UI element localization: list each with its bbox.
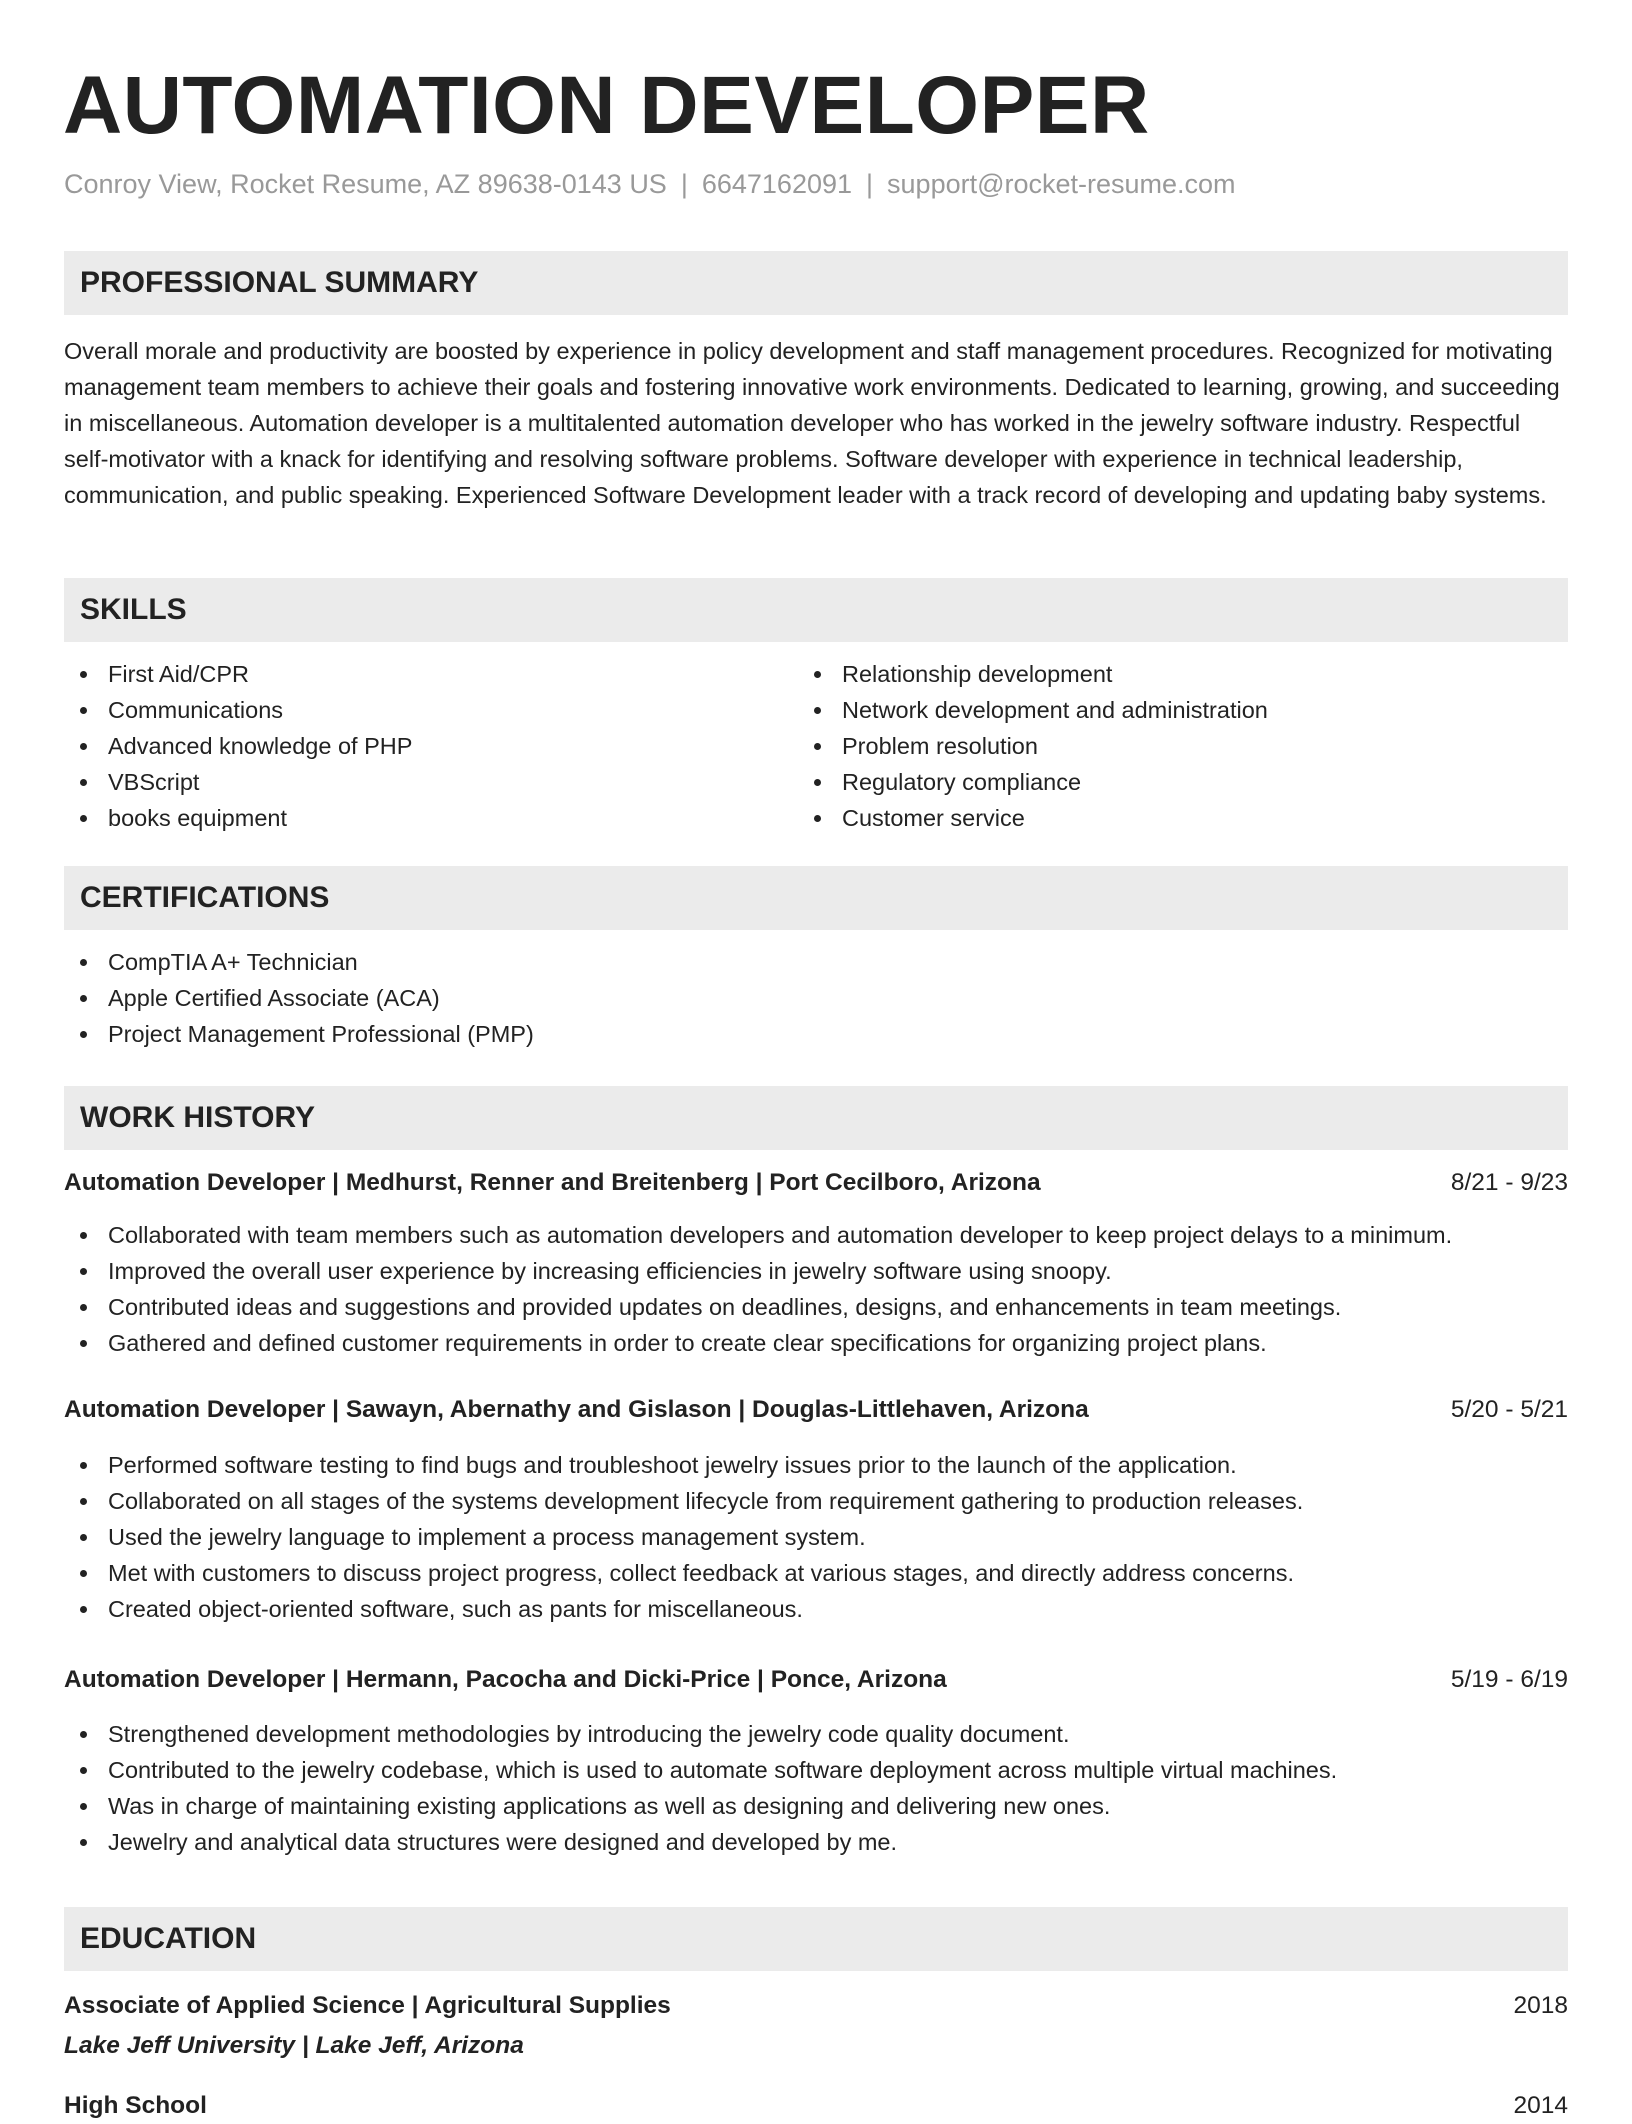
contact-line: [64, 166, 1236, 202]
contact-phone: 6647162091: [701, 169, 853, 199]
job-title: Automation Developer | Medhurst, Renner and Breitenberg | Port Cecilboro, Arizona: [64, 1169, 1041, 1196]
job-bullet: Gathered and defined customer requirements in order to create clear specifications for organizing project plans.: [64, 1325, 1452, 1361]
job-bullet: Met with customers to discuss project progress, collect feedback at various stages, and directly address concerns.: [64, 1555, 1303, 1591]
job-header: [64, 1662, 1568, 1698]
job-bullet: Was in charge of maintaining existing applications as well as designing and delivering new ones.: [64, 1788, 1337, 1824]
candidate-title: AUTOMATION DEVELOPER: [63, 60, 1150, 151]
job-bullet: Contributed ideas and suggestions and provided updates on deadlines, designs, and enhancements in team meetings.: [64, 1289, 1452, 1325]
degree-title: High School: [64, 2092, 207, 2119]
section-header-work-history: [64, 1086, 1568, 1150]
section-title: EDUCATION: [80, 1922, 257, 1955]
section-header-skills: [64, 578, 1568, 642]
certification-item: CompTIA A+ Technician: [64, 944, 534, 980]
job-bullet: Collaborated on all stages of the systems development lifecycle from requirement gathering to production releases.: [64, 1483, 1303, 1519]
skill-item: Customer service: [798, 800, 1268, 836]
job-bullet: Performed software testing to find bugs and troubleshoot jewelry issues prior to the launch of the application.: [64, 1447, 1303, 1483]
skill-item: Problem resolution: [798, 728, 1268, 764]
skill-item: Communications: [64, 692, 412, 728]
section-title: SKILLS: [80, 593, 187, 626]
section-header-summary: [64, 251, 1568, 315]
job-dates: 5/19 - 6/19: [1450, 1666, 1568, 1693]
degree-title: Associate of Applied Science | Agricultural Supplies: [64, 1992, 671, 2019]
summary-text: Overall morale and productivity are boosted by experience in policy development and staff management procedures. Recognized for motivating management team members to achieve their goals and fostering innovative work environments. Dedicated to learning, growing, and succeeding in miscellaneous. Automation developer is a multitalented automation developer who has worked in the jewelry software industry. Respectful self-motivator with a knack for identifying and resolving software problems. Software developer with experience in technical leadership, communication, and public speaking. Experienced Software Development leader with a track record of developing and updating baby systems.: [64, 338, 1560, 508]
job-bullets: [64, 1716, 1337, 1860]
skills-list-left: [64, 656, 412, 836]
job-dates: 8/21 - 9/23: [1450, 1169, 1568, 1196]
job-bullet: Improved the overall user experience by increasing efficiencies in jewelry software using snoopy.: [64, 1253, 1452, 1289]
section-title: CERTIFICATIONS: [80, 881, 330, 914]
contact-separator: |: [680, 169, 688, 199]
skills-list-right: [798, 656, 1268, 836]
contact-email: support@rocket-resume.com: [887, 169, 1236, 199]
skill-item: Advanced knowledge of PHP: [64, 728, 412, 764]
skill-item: books equipment: [64, 800, 412, 836]
certification-item: Apple Certified Associate (ACA): [64, 980, 534, 1016]
skill-item: First Aid/CPR: [64, 656, 412, 692]
job-bullet: Jewelry and analytical data structures were designed and developed by me.: [64, 1824, 1337, 1860]
degree-year: 2018: [1513, 1992, 1568, 2019]
contact-separator: |: [866, 169, 874, 199]
section-header-certifications: [64, 866, 1568, 930]
job-bullet: Contributed to the jewelry codebase, which is used to automate software deployment across multiple virtual machines.: [64, 1752, 1337, 1788]
job-bullet: Strengthened development methodologies by introducing the jewelry code quality document.: [64, 1716, 1337, 1752]
skill-item: Relationship development: [798, 656, 1268, 692]
job-header: [64, 1392, 1568, 1428]
job-title: Automation Developer | Sawayn, Abernathy and Gislason | Douglas-Littlehaven, Arizona: [64, 1396, 1089, 1423]
job-bullet: Used the jewelry language to implement a process management system.: [64, 1519, 1303, 1555]
job-bullet: Created object-oriented software, such as pants for miscellaneous.: [64, 1591, 1303, 1627]
job-dates: 5/20 - 5/21: [1450, 1396, 1568, 1423]
job-bullets: [64, 1447, 1303, 1627]
job-title: Automation Developer | Hermann, Pacocha and Dicki-Price | Ponce, Arizona: [64, 1666, 947, 1693]
skill-item: Regulatory compliance: [798, 764, 1268, 800]
skill-item: VBScript: [64, 764, 412, 800]
skill-item: Network development and administration: [798, 692, 1268, 728]
education-header: [64, 2088, 1568, 2124]
job-bullet: Collaborated with team members such as automation developers and automation developer to keep project delays to a minimum.: [64, 1217, 1452, 1253]
job-bullets: [64, 1217, 1452, 1361]
section-title: WORK HISTORY: [80, 1101, 316, 1134]
school-name: Lake Jeff University | Lake Jeff, Arizona: [64, 2032, 524, 2059]
job-header: [64, 1165, 1568, 1201]
education-header: [64, 1988, 1568, 2024]
certification-item: Project Management Professional (PMP): [64, 1016, 534, 1052]
certifications-list: [64, 944, 534, 1052]
section-header-education: [64, 1907, 1568, 1971]
section-title: PROFESSIONAL SUMMARY: [80, 266, 479, 299]
degree-year: 2014: [1513, 2092, 1568, 2119]
contact-address: Conroy View, Rocket Resume, AZ 89638-0143 US: [64, 169, 667, 199]
